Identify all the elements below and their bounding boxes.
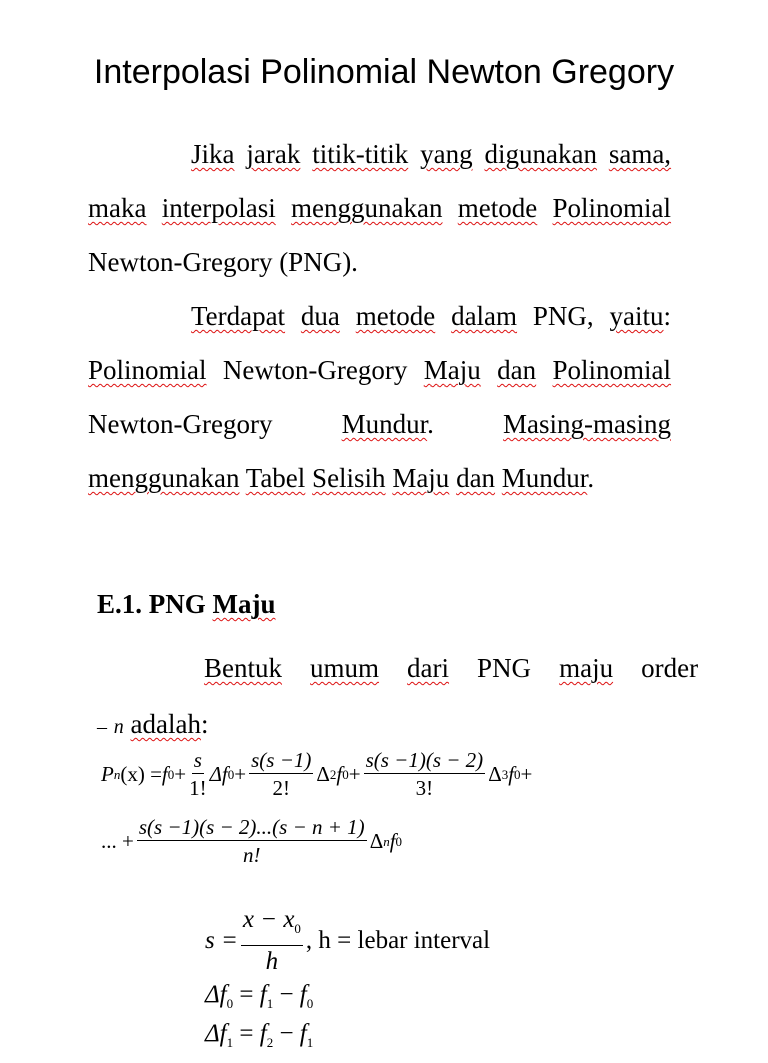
text-run: Newton-Gregory: [88, 409, 273, 439]
formula-subscript: 1: [266, 996, 274, 1011]
formula-symbol: Δf: [205, 1020, 227, 1047]
formula-symbol: f: [508, 762, 515, 786]
word: umum: [310, 653, 380, 683]
s-fraction: [241, 905, 303, 977]
word: dan: [497, 355, 537, 385]
word: Terdapat: [191, 301, 286, 331]
text-run: .: [427, 409, 434, 439]
formula-subscript: 0: [227, 766, 235, 782]
formula-subscript: 0: [226, 996, 234, 1011]
formula-text: −: [273, 1020, 300, 1047]
text-run: Newton-Gregory: [222, 355, 408, 385]
formula-symbol: f: [299, 981, 307, 1008]
formula-superscript: n: [383, 833, 390, 849]
formula-text: +: [234, 762, 247, 786]
formula-intro: [97, 640, 698, 755]
formula-symbol: Δf: [209, 762, 228, 786]
word: adalah: [130, 709, 201, 739]
order-variable: n: [113, 716, 124, 738]
formula-subscript: 0: [306, 996, 314, 1011]
fraction-denominator: 3!: [415, 776, 434, 800]
formula-text: (x) =: [120, 762, 162, 786]
formula-subscript: 1: [306, 1035, 314, 1050]
word: maju: [559, 653, 614, 683]
formula-text: −: [273, 981, 300, 1008]
formula-symbol: Δf: [205, 981, 227, 1008]
word: masing: [593, 409, 671, 439]
word: Polinomial: [552, 193, 672, 223]
formula-symbol: f: [299, 1020, 307, 1047]
word: Mundur: [501, 463, 588, 493]
text-run: Newton-Gregory (PNG).: [88, 247, 358, 277]
text-run: order: [641, 653, 699, 683]
formula-text: , h = lebar interval: [305, 927, 491, 954]
formula-symbol: P: [101, 762, 114, 786]
word: Masing-: [503, 409, 593, 439]
formula-text: ... +: [101, 829, 134, 853]
formula-text: =: [233, 1020, 260, 1047]
fraction-denominator: h: [265, 948, 279, 975]
formula-superscript: 2: [329, 766, 337, 782]
fraction-numerator: [241, 905, 303, 946]
word: Tabel: [245, 463, 306, 493]
fraction-denominator: n!: [243, 843, 261, 867]
fraction-numerator: s(s −1)(s − 2)...(s − n + 1): [138, 815, 365, 839]
formula-subscript: 1: [226, 1035, 234, 1050]
formula-text: x − x: [242, 906, 295, 933]
word: interpolasi: [161, 193, 276, 223]
formula-subscript: 0: [167, 766, 175, 782]
dash-symbol: –: [97, 716, 107, 738]
text-run: PNG,: [532, 301, 594, 331]
word: dan: [456, 463, 496, 493]
fraction-term-2: [249, 748, 313, 801]
png-maju-formula-line-2: [101, 815, 402, 868]
formula-subscript: n: [113, 766, 121, 782]
intro-line-2: [97, 696, 698, 755]
word: titik-titik: [312, 139, 409, 169]
paragraph-1: [88, 127, 671, 289]
formula-subscript: 2: [266, 1035, 274, 1050]
word: dari: [407, 653, 450, 683]
word: Bentuk: [204, 653, 282, 683]
body-paragraphs: [88, 127, 671, 505]
word: menggunakan: [88, 463, 240, 493]
fraction-denominator: 2!: [272, 776, 290, 800]
formula-symbol: Δ: [316, 762, 330, 786]
section-heading: [97, 582, 276, 626]
paragraph-2: [88, 289, 671, 505]
formula-symbol: f: [389, 829, 396, 853]
fraction-numerator: s: [193, 748, 202, 772]
word: metode: [457, 193, 538, 223]
formula-subscript: 0: [294, 921, 301, 936]
formula-text: +: [174, 762, 187, 786]
word: yaitu: [609, 301, 664, 331]
fraction-numerator: s(s −1): [251, 748, 312, 772]
word: maka: [88, 193, 147, 223]
fraction-numerator: s(s −1)(s − 2): [365, 748, 484, 772]
formula-symbol: f: [259, 1020, 267, 1047]
formula-text: s =: [205, 927, 238, 954]
word: yang: [420, 139, 473, 169]
intro-line-1: [97, 640, 698, 696]
formula-symbol: f: [336, 762, 343, 786]
text-run: PNG: [477, 653, 532, 683]
word: Mundur: [341, 409, 428, 439]
slide-title: Interpolasi Polinomial Newton Gregory: [93, 53, 675, 91]
word: Maju: [392, 463, 450, 493]
word: Maju: [423, 355, 481, 385]
formula-superscript: 3: [501, 766, 509, 782]
formula-symbol: f: [161, 762, 168, 786]
word: Selisih: [312, 463, 386, 493]
fraction-denominator: 1!: [189, 776, 207, 800]
word: digunakan: [484, 139, 597, 169]
section-number: E.1. PNG: [97, 589, 206, 619]
word: sama,: [608, 139, 672, 169]
text-run: .: [587, 463, 595, 493]
formula-symbol: f: [259, 981, 267, 1008]
word: menggunakan: [291, 193, 443, 223]
formula-text: =: [233, 981, 260, 1008]
delta-f1-equation: [205, 1014, 313, 1063]
formula-subscript: 0: [514, 766, 521, 782]
word: metode: [355, 301, 436, 331]
word: Polinomial: [552, 355, 672, 385]
fraction-term-3: [364, 748, 486, 801]
word: jarak: [246, 139, 301, 169]
text-run: :: [663, 301, 672, 331]
formula-symbol: Δ: [369, 829, 384, 853]
word: Polinomial: [88, 355, 207, 385]
fraction-term-1: [189, 748, 207, 801]
word: dua: [300, 301, 340, 331]
fraction-term-n: [137, 815, 367, 868]
s-definition: [205, 905, 490, 977]
png-maju-formula-line-1: [101, 748, 532, 801]
formula-text: +: [520, 762, 533, 786]
word: dalam: [451, 301, 518, 331]
text-run: :: [200, 709, 209, 739]
formula-symbol: Δ: [488, 762, 502, 786]
formula-subscript: 0: [342, 766, 349, 782]
formula-text: +: [348, 762, 361, 786]
word: Jika: [191, 139, 235, 169]
formula-subscript: 0: [395, 833, 403, 849]
section-word: Maju: [212, 589, 276, 619]
